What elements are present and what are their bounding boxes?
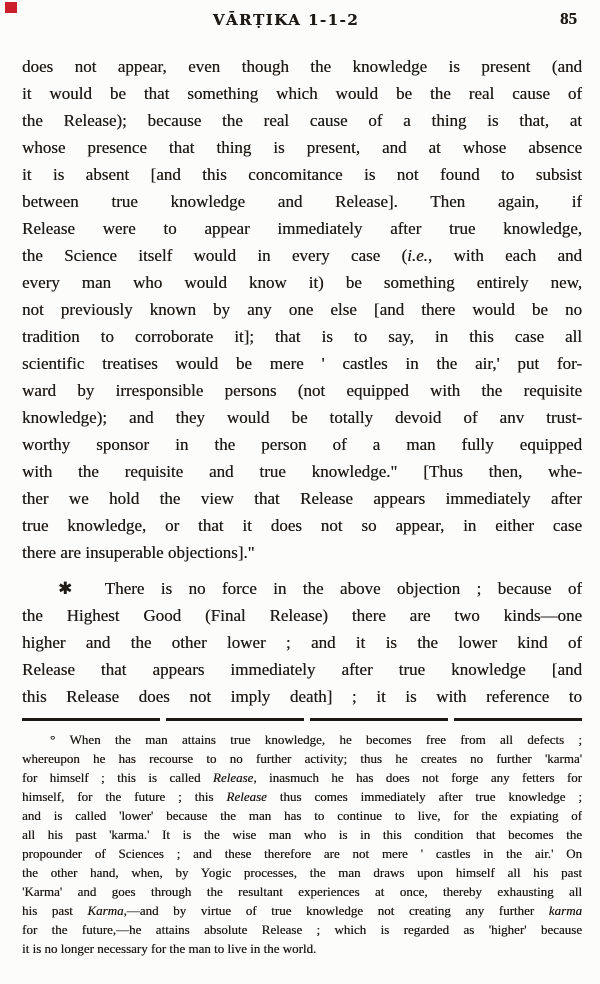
- footnote-line: 'Karma' and goes through the resultant experiences at once, thereby exhausting all: [22, 884, 582, 899]
- text-line: the Release); because the real cause of a thing is that, at: [22, 111, 582, 130]
- text-line: worthy sponsor in the person of a man fully equipped: [22, 435, 582, 454]
- text-line: not previously known by any one else [and there would be no: [22, 300, 582, 319]
- text-line: ther we hold the view that Release appears immediately after: [22, 489, 582, 508]
- text-line: tradition to corroborate it]; that is to say, in this case all: [22, 327, 582, 346]
- text-line: whose presence that thing is present, and at whose absence: [22, 138, 582, 157]
- footnote-line: for himself ; this is called Release, inasmuch he has does not forge any fetters for: [22, 770, 582, 785]
- text-line: does not appear, even though the knowledge is present (and: [22, 57, 582, 76]
- footnote-line: the other hand, when, by Yogic processes, the man draws upon himself all his past: [22, 865, 582, 880]
- body-paragraph-2: [22, 575, 582, 710]
- page-header: [0, 0, 600, 35]
- text-line: with the requisite and true knowledge." [Thus then, whe-: [22, 462, 582, 481]
- footnote-line: whereupon he has recourse to no further activity; thus he creates no further 'karma': [22, 751, 582, 766]
- page-number: 85: [560, 9, 577, 28]
- text-line: Release were to appear immediately after true knowledge,: [22, 219, 582, 238]
- footnote-line: and is called 'lower' because the man has to continue to live, for the expiating of: [22, 808, 582, 823]
- footnote-line: for the future,—he attains absolute Release ; which is regarded as 'higher' because: [22, 922, 582, 937]
- footnote-line: it is no longer necessary for the man to live in the world.: [22, 941, 317, 956]
- running-title: VĀRṬIKA 1-1-2: [212, 11, 360, 29]
- text-line: this Release does not imply death] ; it is with reference to: [22, 687, 582, 706]
- text-line: it is absent [and this concomitance is not found to subsist: [22, 165, 582, 184]
- text-line: knowledge); and they would be totally devoid of anv trust-: [22, 408, 582, 427]
- text-line: true knowledge, or that it does not so appear, in either case: [22, 516, 582, 535]
- footnote: [22, 730, 582, 958]
- text-line: every man who would know it) be something entirely new,: [22, 273, 582, 292]
- text-line: ✱ There is no force in the above objection ; because of: [58, 579, 582, 598]
- main-text-block: [22, 53, 582, 710]
- text-line: scientific treatises would be mere ' castles in the air,' put for-: [22, 354, 582, 373]
- footnote-line: propounder of Sciences ; and these therefore are not mere ' castles in the air.' On: [22, 846, 582, 861]
- text-line: higher and the other lower ; and it is the lower kind of: [22, 633, 582, 652]
- text-line: ward by irresponsible persons (not equipped with the requisite: [22, 381, 582, 400]
- text-line: the Highest Good (Final Release) there are two kinds—one: [22, 606, 582, 625]
- footnote-line: ° When the man attains true knowledge, he becomes free from all defects ;: [50, 732, 582, 747]
- footnote-line: all his past 'karma.' It is the wise man who is in this condition that becomes the: [22, 827, 582, 842]
- footnote-divider: [22, 718, 582, 721]
- footnote-line: his past Karma,—and by virtue of true knowledge not creating any further karma: [22, 903, 582, 918]
- text-line: there are insuperable objections].": [22, 543, 255, 562]
- text-line: it would be that something which would be the real cause of: [22, 84, 582, 103]
- text-line: Release that appears immediately after true knowledge [and: [22, 660, 582, 679]
- text-line: between true knowledge and Release]. Then again, if: [22, 192, 582, 211]
- footnote-line: himself, for the future ; this Release thus comes immediately after true knowledge ;: [22, 789, 582, 804]
- text-line: the Science itself would in every case (i.e., with each and: [22, 246, 582, 265]
- body-paragraph-1: [22, 53, 582, 566]
